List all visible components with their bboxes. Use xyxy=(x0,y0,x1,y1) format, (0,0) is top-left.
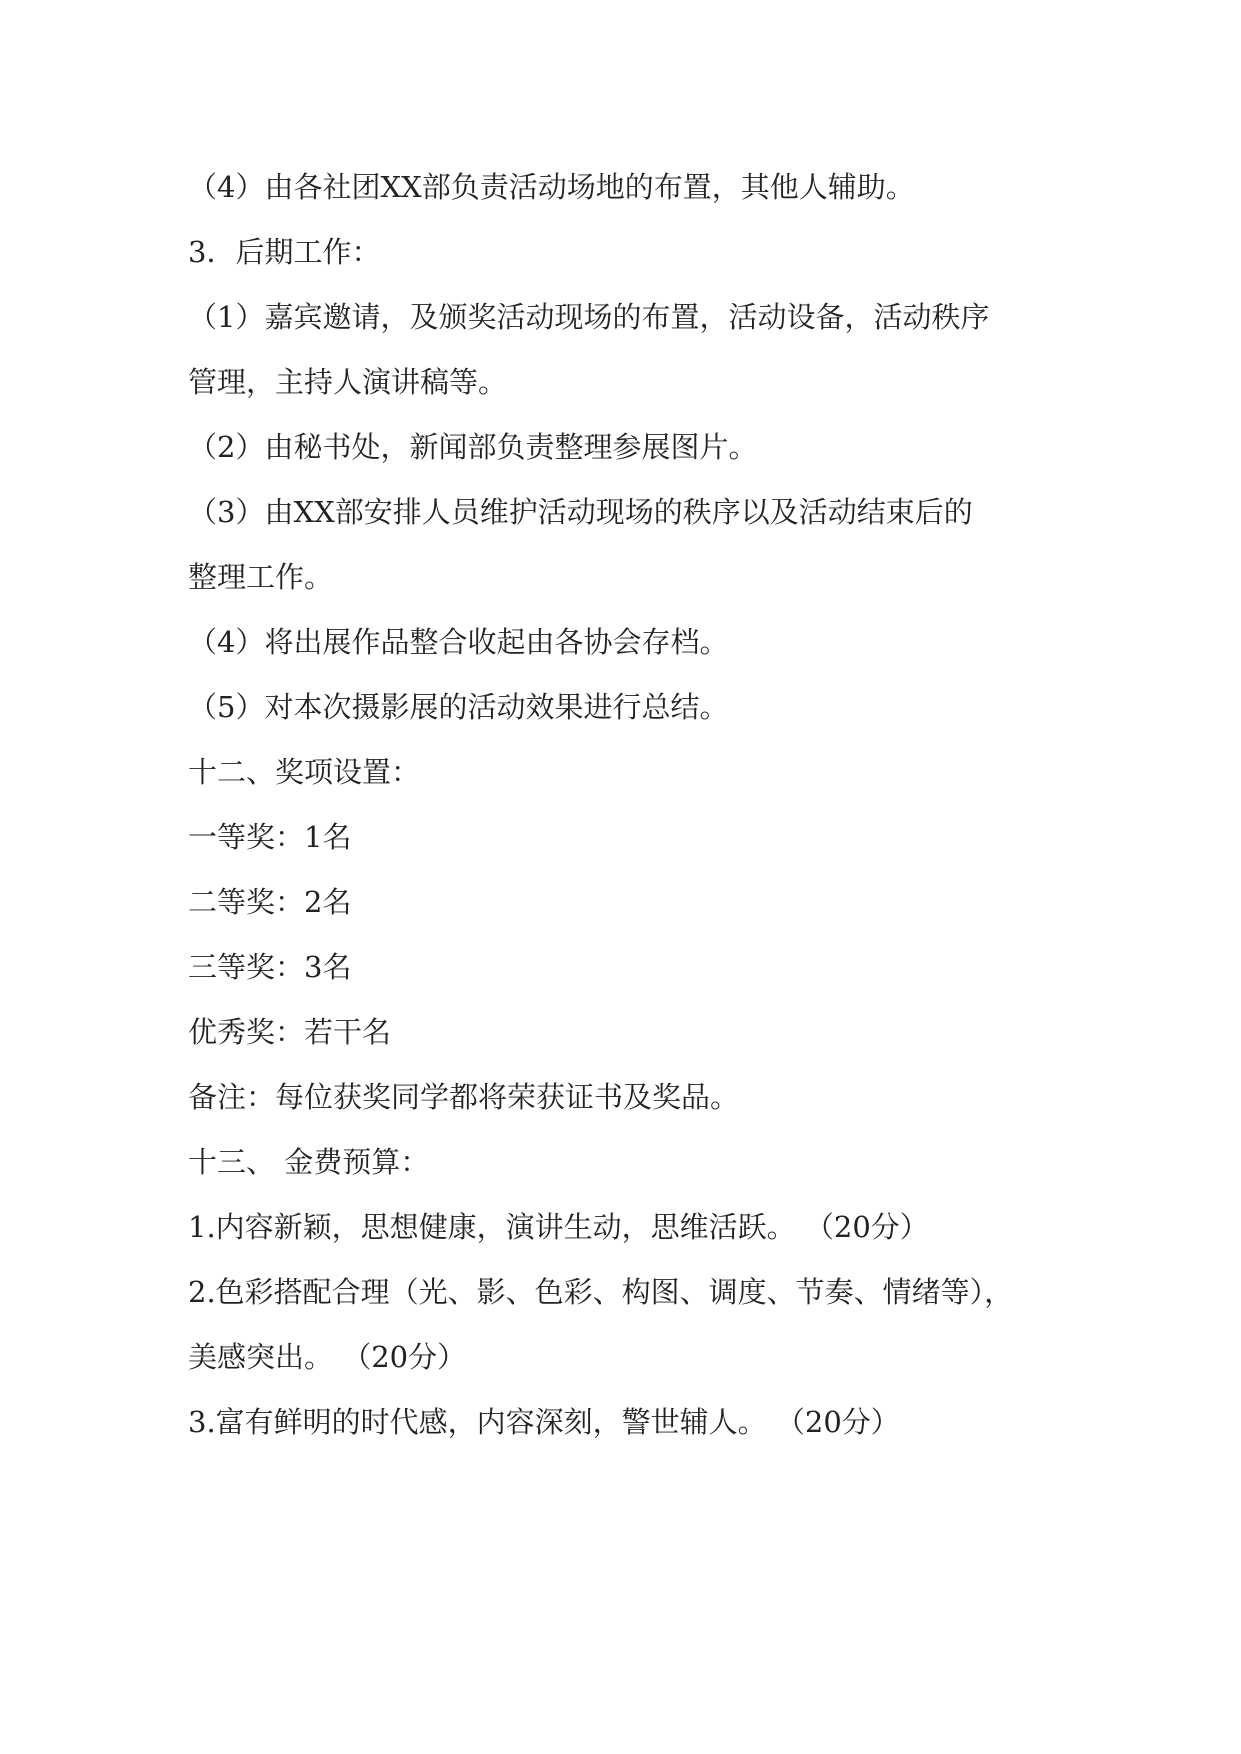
criterion-2: 2.色彩搭配合理（光、影、色彩、构图、调度、节奏、情绪等）， xyxy=(188,1275,1014,1309)
text-line-2-secretariat: （2）由秘书处，新闻部负责整理参展图片。 xyxy=(188,430,758,464)
text-line-4-archive: （4）将出展作品整合收起由各协会存档。 xyxy=(188,625,729,659)
text-line-1-guests-cont: 管理，主持人演讲稿等。 xyxy=(188,365,508,399)
text-line-4-venue: （4）由各社团XX部负责活动场地的布置，其他人辅助。 xyxy=(188,170,915,204)
criterion-2-cont: 美感突出。 （20分） xyxy=(188,1340,467,1374)
text-line-1-guests: （1）嘉宾邀请，及颁奖活动现场的布置，活动设备，活动秩序 xyxy=(188,300,990,334)
award-third-prize: 三等奖：3名 xyxy=(188,950,352,984)
criterion-3: 3.富有鲜明的时代感，内容深刻，警世辅人。 （20分） xyxy=(188,1405,900,1439)
text-line-3-order: （3）由XX部安排人员维护活动现场的秩序以及活动结束后的 xyxy=(188,495,973,529)
document-body xyxy=(188,155,1068,1455)
section-awards-heading: 十二、奖项设置： xyxy=(188,755,421,789)
award-second-prize: 二等奖：2名 xyxy=(188,885,352,919)
criterion-1: 1.内容新颖，思想健康，演讲生动，思维活跃。 （20分） xyxy=(188,1210,929,1244)
section-post-work: 3．后期工作： xyxy=(188,235,381,269)
award-excellence: 优秀奖：若干名 xyxy=(188,1015,392,1049)
award-first-prize: 一等奖：1名 xyxy=(188,820,352,854)
text-line-3-order-cont: 整理工作。 xyxy=(188,560,334,594)
section-budget-heading: 十三、 金费预算： xyxy=(188,1145,430,1179)
awards-note: 备注：每位获奖同学都将荣获证书及奖品。 xyxy=(188,1080,740,1114)
text-line-5-summary: （5）对本次摄影展的活动效果进行总结。 xyxy=(188,690,729,724)
